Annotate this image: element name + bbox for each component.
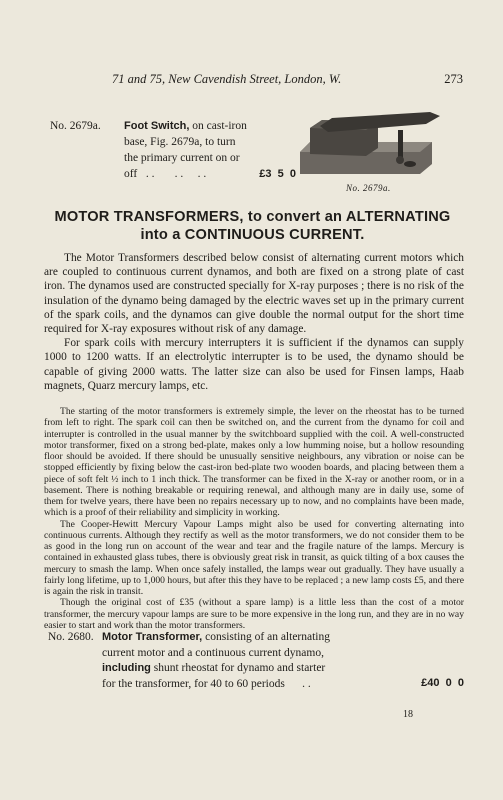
desc-line-1: on cast-iron: [189, 120, 247, 132]
item-description: [124, 118, 296, 182]
section-title: [40, 208, 465, 244]
emphasis: including: [102, 662, 151, 674]
paragraph: The Cooper-Hewitt Mercury Vapour Lamps might also be used for converting alternating into continuous currents. Although they rectify as well as the motor transformers, we do not consider them to be as good in the long run on account of the wear and tear and the fragile nature of the lamps. Mercury is contained in exhausted glass tubes, there is obviously great risk in transit, as quick tilting of a box causes the mercury to smash the lamp. When once safely installed, the lamps wear out gradually. They have usually a fairly long lifetime, up to 1,000 hours, but after this they have to be replaced ; a new lamp costs £5, and there is again the risk in transit.: [44, 518, 464, 597]
desc-line-4: off . . . . . .: [124, 168, 207, 180]
running-header: [0, 72, 503, 92]
foot-switch-illustration: [292, 112, 442, 182]
signature-mark: 18: [403, 709, 413, 720]
item-number: No. 2679a.: [50, 120, 101, 132]
desc-line-3: the primary current on or: [124, 152, 240, 164]
title-line-2: into a CONTINUOUS CURRENT.: [140, 227, 365, 243]
header-address: 71 and 75, New Cavendish Street, London, W.: [112, 72, 342, 86]
item-price: £40 0 0: [421, 677, 464, 689]
title-line-1: MOTOR TRANSFORMERS, to convert an ALTERNATING: [54, 209, 451, 225]
page-number: 273: [444, 72, 463, 86]
paragraph: Though the original cost of £35 (without a spare lamp) is a little less than the cost of a motor transformer, the mercury vapour lamps are sure to be more expensive in the long run, and they are in no way easier to start and work than the motor transformers.: [44, 597, 464, 631]
desc-line-4: for the transformer, for 40 to 60 periods . .: [102, 677, 311, 690]
item-name: Motor Transformer,: [102, 631, 203, 643]
desc-line-2: current motor and a continuous current dynamo,: [102, 646, 324, 659]
figure-caption: No. 2679a.: [346, 183, 391, 193]
paragraph: The starting of the motor transformers is extremely simple, the lever on the rheostat has to be turned from left to right. The spark coil can then be switched on, and the current from the dynamo for coil and interrupter is controlled in the usual manner by the switchboard supplied with the coil. A well-constructed motor transformer, fixed on a strong bed-plate, makes only a low humming noise, but a hollow resounding floor should be avoided. If there should be unusually sensitive neighbours, any vibration or noise can be stopped efficiently by fixing below the cast-iron bed-plate two wooden boards, and placing between them a piece of soft felt ½ inch to 1 inch thick. The transformer can be fixed in the X-ray or another room, or in a basement. There is nothing breakable or requiring renewal, and although many are in daily use, some of them for twelve years, there have been no repairs necessary up to now, and no complaints have been made, which is a proof of their reliability and simplicity in working.: [44, 406, 464, 519]
desc-line-2: base, Fig. 2679a, to turn: [124, 136, 236, 148]
item-description: [102, 630, 464, 692]
desc-line-1: consisting of an alternating: [202, 631, 330, 643]
item-number: No. 2680.: [48, 631, 94, 643]
paragraph: For spark coils with mercury interrupters it is sufficient if the dynamos can supply 1000 to 1200 watts. If an electrolytic interrupter is to be used, the dynamo should be capable of giving 2000 watts. The latter size can also be used for Finsen lamps, Haab magnets, Quarz mercury lamps, etc.: [44, 337, 464, 392]
paragraph: The Motor Transformers described below consist of alternating current motors which are coupled to continuous current dynamos, and both are fixed on a strong plate of cast iron. The dynamos used are constructed specially for X-ray purposes ; there is no risk of the insulation of the dynamo being damaged by the electric waves set up in the primary current of the spark coils, and the dynamos can give double the normal output for the short time required for X-ray exposures without risk of any damage.: [44, 252, 464, 336]
item-name: Foot Switch,: [124, 120, 190, 132]
item-price: £3 5 0: [259, 168, 296, 180]
detail-text: [44, 406, 464, 631]
intro-text: [44, 251, 464, 393]
price-row: [124, 166, 296, 182]
desc-line-3: shunt rheostat for dynamo and starter: [150, 662, 326, 674]
